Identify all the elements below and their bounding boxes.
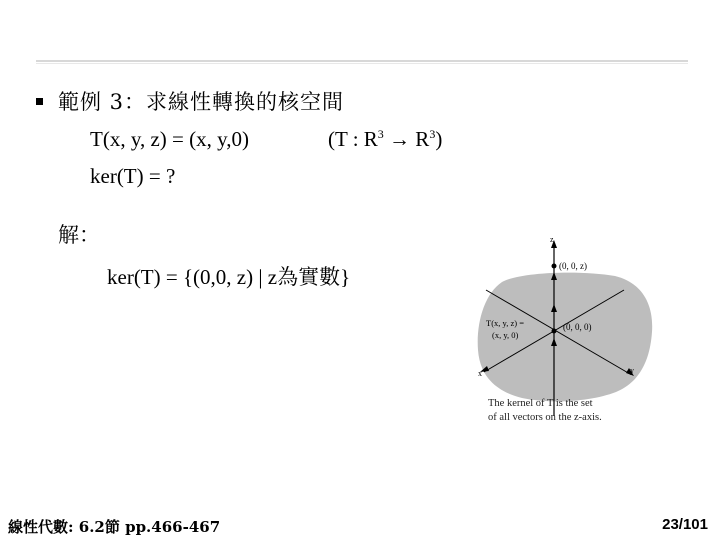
solution-label: 解： — [58, 223, 100, 247]
transform-equation: T(x, y, z) = (x, y,0) — [90, 127, 249, 151]
title-rule-shadow — [36, 63, 688, 64]
slide-title: 範例 3：求線性轉換的核空間 — [58, 90, 345, 114]
mapping-prefix: (T : R — [328, 127, 378, 151]
label-z-point: (0, 0, z) — [559, 261, 587, 271]
title-rule — [36, 60, 688, 62]
kernel-question: ker(T) = ? — [90, 164, 176, 188]
footer-page-number: 23/101 — [662, 516, 708, 533]
mapping-exponent-2: 3 — [429, 127, 436, 141]
footer-course-ref: 線性代數: 6.2節 pp.466-467 — [8, 518, 221, 536]
z-point — [552, 264, 557, 269]
label-t-line2: (x, y, 0) — [492, 330, 519, 340]
axis-label-x: x — [478, 369, 482, 378]
caption-line-2: of all vectors on the z-axis. — [488, 412, 602, 423]
figure-caption — [488, 397, 602, 425]
axis-label-y: y — [630, 366, 634, 375]
mapping-arrow: → R — [383, 127, 430, 151]
origin-point — [552, 329, 557, 334]
label-t-line1: T(x, y, z) = — [486, 318, 524, 328]
bullet-square — [36, 98, 43, 105]
mapping-exponent-1: 3 — [377, 127, 384, 141]
label-origin: (0, 0, 0) — [563, 322, 592, 332]
kernel-answer: ker(T) = {(0,0, z) | z為實數} — [107, 265, 351, 289]
axis-label-z: z — [550, 235, 554, 244]
mapping-notation — [328, 127, 442, 152]
mapping-suffix: ) — [435, 127, 443, 151]
caption-line-1: The kernel of T is the set — [488, 398, 593, 409]
